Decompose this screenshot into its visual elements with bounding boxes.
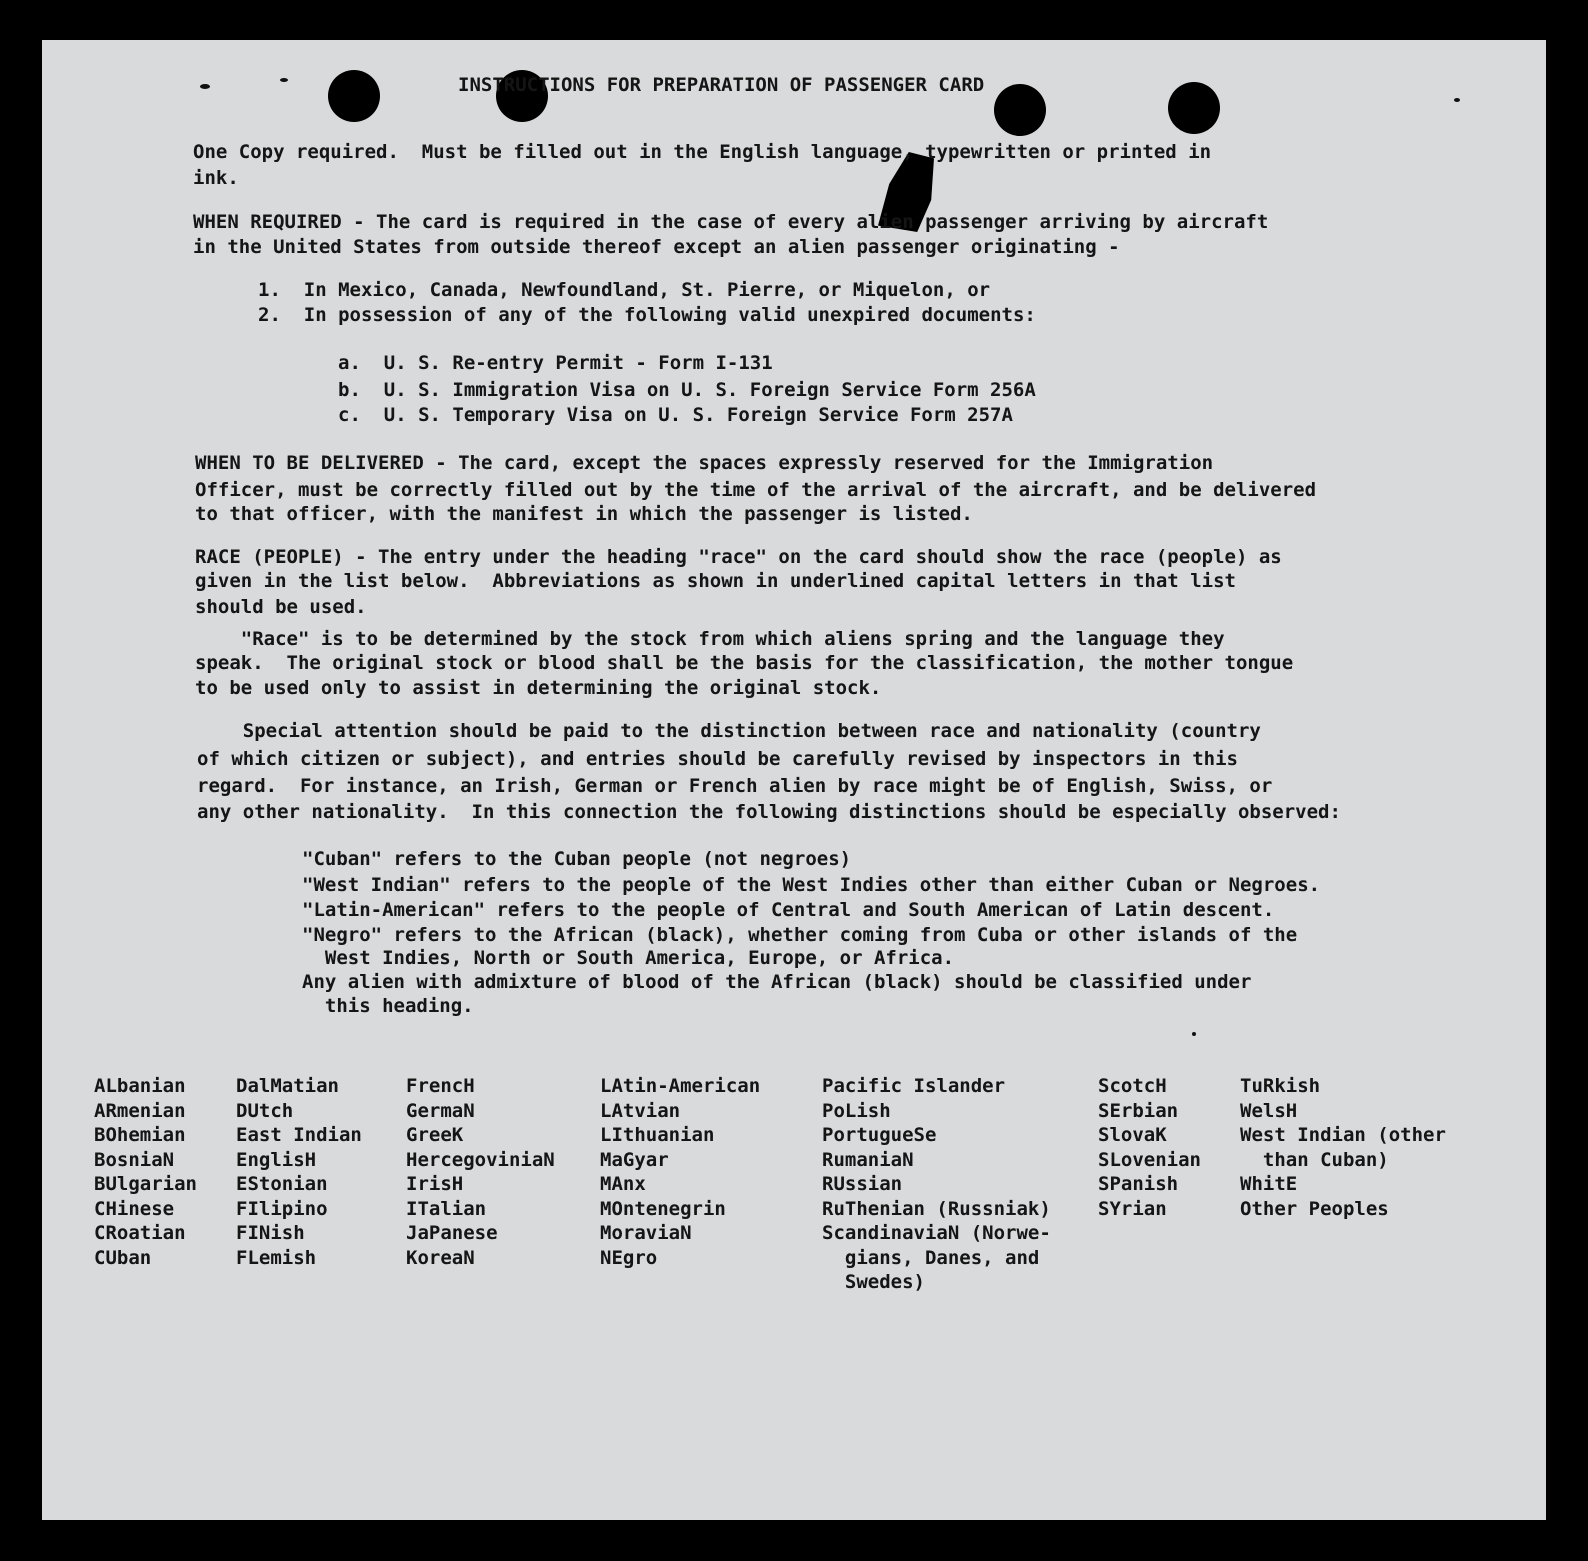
race-item: SErbian bbox=[1098, 1099, 1179, 1122]
race-item: West Indian (other bbox=[1240, 1124, 1446, 1146]
race-item: DUtch bbox=[236, 1099, 294, 1122]
race-item: ScandinaviaN (Norwe- bbox=[822, 1222, 1051, 1244]
race-item: ITalian bbox=[406, 1197, 487, 1220]
document-item: b. U. S. Immigration Visa on U. S. Foreign Service Form 256A bbox=[338, 379, 1036, 401]
race-item: than Cuban) bbox=[1240, 1148, 1389, 1171]
distinction-line: Any alien with admixture of blood of the African (black) should be classified under bbox=[302, 971, 1252, 993]
race-item: RUssian bbox=[822, 1173, 903, 1195]
when-required-line: in the United States from outside thereof except an alien passenger originating - bbox=[193, 236, 1120, 258]
punch-hole-1 bbox=[328, 70, 380, 122]
when-delivered-line: to that officer, with the manifest in which the passenger is listed. bbox=[195, 503, 973, 525]
document-item: c. U. S. Temporary Visa on U. S. Foreign Service Form 257A bbox=[338, 404, 1013, 426]
document-page bbox=[42, 40, 1546, 1520]
intro-line: One Copy required. Must be filled out in the English language, typewritten or printed in bbox=[193, 141, 1212, 163]
race-item: RumaniaN bbox=[822, 1148, 914, 1171]
ink-speck bbox=[200, 84, 210, 89]
race-item: ALbanian bbox=[94, 1075, 186, 1097]
when-delivered-line: Officer, must be correctly filled out by the time of the arrival of the aircraft, and be delivered bbox=[195, 479, 1317, 501]
race-item: Other Peoples bbox=[1240, 1197, 1389, 1220]
race-column-1 bbox=[94, 1074, 197, 1270]
race-item: HercegoviniaN bbox=[406, 1148, 555, 1171]
race-item: MoraviaN bbox=[600, 1222, 692, 1244]
race-definition-line: to be used only to assist in determining the original stock. bbox=[195, 677, 882, 699]
race-item: TuRkish bbox=[1240, 1075, 1321, 1097]
race-item: JaPanese bbox=[406, 1222, 498, 1244]
race-item: Swedes) bbox=[822, 1271, 925, 1293]
race-item: LIthuanian bbox=[600, 1124, 715, 1146]
race-column-2 bbox=[236, 1074, 362, 1270]
race-item: CUban bbox=[94, 1246, 152, 1269]
race-definition-line: "Race" is to be determined by the stock from which aliens spring and the language they bbox=[195, 628, 1225, 650]
race-item: CHinese bbox=[94, 1197, 175, 1220]
origin-item: 2. In possession of any of the following valid unexpired documents: bbox=[258, 304, 1036, 326]
when-delivered-line: WHEN TO BE DELIVERED - The card, except the spaces expressly reserved for the Immigration bbox=[195, 452, 1214, 474]
race-item: IrisH bbox=[406, 1173, 464, 1195]
punch-hole-4 bbox=[1168, 82, 1220, 134]
race-item: RuThenian (Russniak) bbox=[822, 1197, 1051, 1220]
distinction-line: "Cuban" refers to the Cuban people (not negroes) bbox=[302, 848, 852, 870]
race-definition-line: speak. The original stock or blood shall be the basis for the classification, the mother tongue bbox=[195, 652, 1294, 674]
special-attention-line: of which citizen or subject), and entries should be carefully revised by inspectors in this bbox=[197, 748, 1238, 770]
race-column-6 bbox=[1098, 1074, 1201, 1221]
race-item: EStonian bbox=[236, 1173, 328, 1195]
race-item: MOntenegrin bbox=[600, 1197, 726, 1220]
race-item: MAnx bbox=[600, 1173, 646, 1195]
race-item: ARmenian bbox=[94, 1099, 186, 1122]
punch-hole-3 bbox=[994, 84, 1046, 136]
intro-line: ink. bbox=[193, 167, 239, 189]
race-column-4 bbox=[600, 1074, 760, 1270]
special-attention-line: Special attention should be paid to the distinction between race and nationality (country bbox=[197, 720, 1261, 742]
distinction-line: "Negro" refers to the African (black), whether coming from Cuba or other islands of the bbox=[302, 924, 1298, 946]
document-item: a. U. S. Re-entry Permit - Form I-131 bbox=[338, 352, 773, 374]
page-title: INSTRUCTIONS FOR PREPARATION OF PASSENGER CARD bbox=[458, 74, 985, 96]
race-item: FINish bbox=[236, 1222, 305, 1244]
race-item: ScotcH bbox=[1098, 1075, 1167, 1097]
race-intro-line: given in the list below. Abbreviations as shown in underlined capital letters in that list bbox=[195, 570, 1236, 592]
race-item: MaGyar bbox=[600, 1148, 669, 1171]
ink-speck bbox=[280, 78, 288, 82]
special-attention-line: regard. For instance, an Irish, German or French alien by race might be of English, Swiss, or bbox=[197, 775, 1273, 797]
race-intro-line: RACE (PEOPLE) - The entry under the heading "race" on the card should show the race (people) as bbox=[195, 546, 1282, 568]
race-item: LAtin-American bbox=[600, 1075, 761, 1097]
special-attention-line: any other nationality. In this connection the following distinctions should be especially observed: bbox=[197, 801, 1341, 823]
race-item: PoLish bbox=[822, 1099, 891, 1122]
ink-speck bbox=[1192, 1032, 1196, 1036]
race-item: BUlgarian bbox=[94, 1173, 197, 1195]
race-item: FrencH bbox=[406, 1075, 475, 1097]
race-item: SYrian bbox=[1098, 1197, 1167, 1220]
race-item: gians, Danes, and bbox=[822, 1246, 1040, 1269]
distinction-line: West Indies, North or South America, Europe, or Africa. bbox=[302, 947, 955, 969]
race-item: DalMatian bbox=[236, 1075, 339, 1097]
race-item: SLovenian bbox=[1098, 1148, 1201, 1171]
ink-speck bbox=[1454, 98, 1460, 102]
race-item: FLemish bbox=[236, 1246, 317, 1269]
race-item: SlovaK bbox=[1098, 1124, 1167, 1146]
origin-item: 1. In Mexico, Canada, Newfoundland, St. Pierre, or Miquelon, or bbox=[258, 279, 991, 301]
race-column-7 bbox=[1240, 1074, 1446, 1221]
race-item: GermaN bbox=[406, 1099, 475, 1122]
race-item: East Indian bbox=[236, 1124, 362, 1146]
race-item: PortugueSe bbox=[822, 1124, 937, 1146]
race-item: LAtvian bbox=[600, 1099, 681, 1122]
race-item: WhitE bbox=[1240, 1173, 1298, 1195]
distinction-line: this heading. bbox=[302, 995, 474, 1017]
race-item: BosniaN bbox=[94, 1148, 175, 1171]
race-item: KoreaN bbox=[406, 1246, 475, 1269]
when-required-line: WHEN REQUIRED - The card is required in the case of every alien passenger arriving by aircraft bbox=[193, 211, 1269, 233]
race-item: SPanish bbox=[1098, 1173, 1179, 1195]
race-item: GreeK bbox=[406, 1124, 464, 1146]
race-item: NEgro bbox=[600, 1246, 658, 1269]
race-intro-line: should be used. bbox=[195, 596, 367, 618]
race-item: FIlipino bbox=[236, 1197, 328, 1220]
race-item: EnglisH bbox=[236, 1148, 317, 1171]
race-item: WelsH bbox=[1240, 1099, 1298, 1122]
race-item: BOhemian bbox=[94, 1124, 186, 1146]
race-column-5 bbox=[822, 1074, 1051, 1295]
distinction-line: "West Indian" refers to the people of the West Indies other than either Cuban or Negroes. bbox=[302, 874, 1321, 896]
race-item: CRoatian bbox=[94, 1222, 186, 1244]
race-item: Pacific Islander bbox=[822, 1075, 1006, 1097]
distinction-line: "Latin-American" refers to the people of Central and South American of Latin descent. bbox=[302, 899, 1275, 921]
race-column-3 bbox=[406, 1074, 555, 1270]
